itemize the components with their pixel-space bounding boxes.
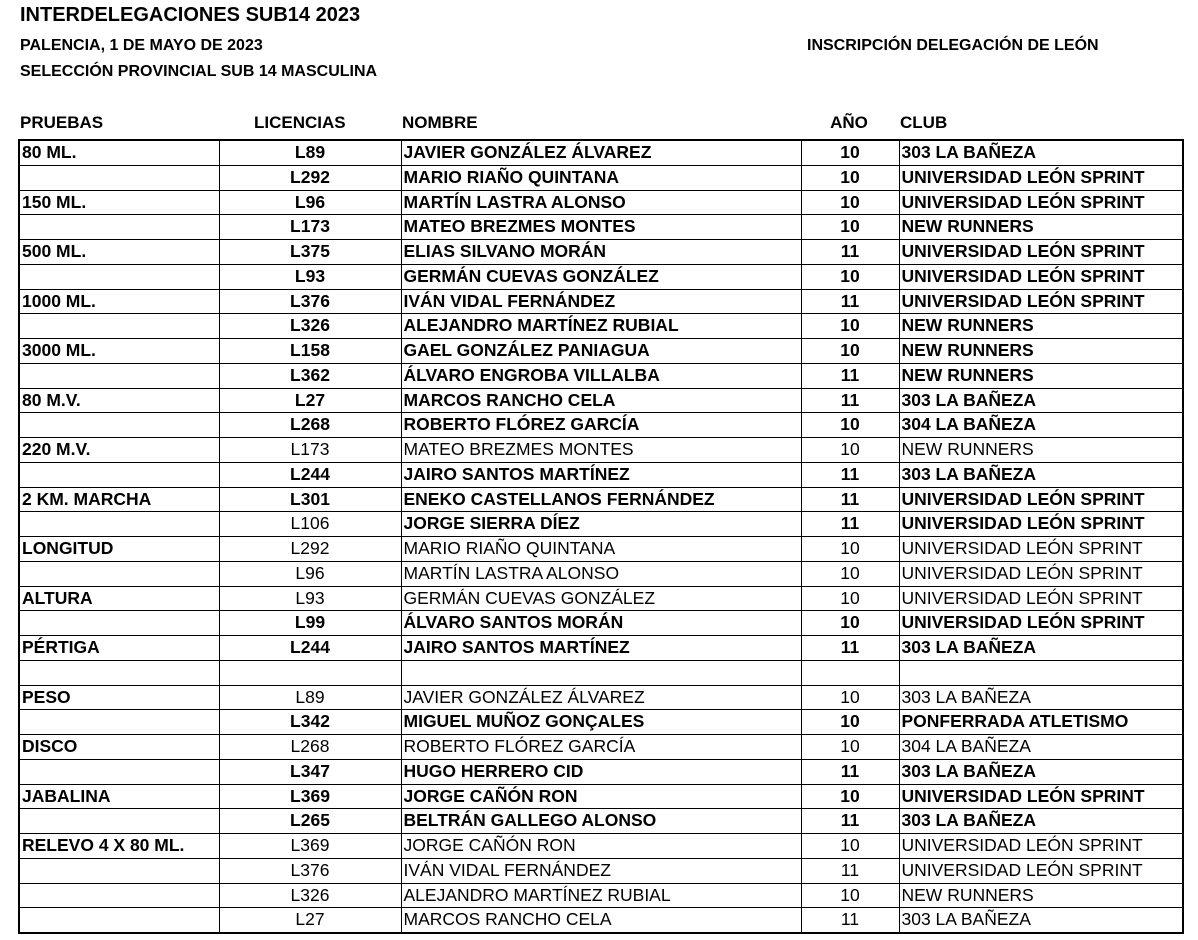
cell-nombre: JORGE SIERRA DÍEZ [401, 512, 801, 537]
cell-nombre: GERMÁN CUEVAS GONZÁLEZ [401, 264, 801, 289]
cell-ano: 11 [801, 388, 899, 413]
cell-prueba: RELEVO 4 X 80 ML. [19, 834, 219, 859]
cell-ano: 10 [801, 883, 899, 908]
cell-ano: 11 [801, 240, 899, 265]
cell-prueba: 80 M.V. [19, 388, 219, 413]
cell-prueba: PÉRTIGA [19, 636, 219, 661]
cell-club: UNIVERSIDAD LEÓN SPRINT [899, 487, 1183, 512]
cell-prueba [19, 908, 219, 933]
cell-prueba: 500 ML. [19, 240, 219, 265]
table-row [19, 462, 1183, 487]
cell-nombre: MATEO BREZMES MONTES [401, 215, 801, 240]
cell-club: UNIVERSIDAD LEÓN SPRINT [899, 611, 1183, 636]
cell-club: NEW RUNNERS [899, 314, 1183, 339]
table-row [19, 140, 1183, 165]
cell-licencia: L292 [219, 537, 401, 562]
table-row [19, 586, 1183, 611]
cell-prueba [19, 561, 219, 586]
cell-licencia: L89 [219, 140, 401, 165]
cell-nombre: ÁLVARO SANTOS MORÁN [401, 611, 801, 636]
table-row [19, 289, 1183, 314]
table-row [19, 784, 1183, 809]
cell-licencia: L27 [219, 908, 401, 933]
cell-nombre: JAIRO SANTOS MARTÍNEZ [401, 636, 801, 661]
cell-nombre: JAIRO SANTOS MARTÍNEZ [401, 462, 801, 487]
cell-licencia: L244 [219, 462, 401, 487]
cell-nombre: IVÁN VIDAL FERNÁNDEZ [401, 858, 801, 883]
cell-ano [801, 660, 899, 685]
cell-prueba [19, 809, 219, 834]
cell-nombre: MARTÍN LASTRA ALONSO [401, 190, 801, 215]
cell-licencia: L268 [219, 735, 401, 760]
cell-ano: 11 [801, 289, 899, 314]
cell-licencia: L173 [219, 438, 401, 463]
cell-licencia: L96 [219, 190, 401, 215]
table-row [19, 685, 1183, 710]
cell-licencia: L173 [219, 215, 401, 240]
table-row [19, 363, 1183, 388]
cell-licencia: L369 [219, 784, 401, 809]
cell-licencia: L376 [219, 289, 401, 314]
cell-licencia: L362 [219, 363, 401, 388]
cell-prueba [19, 660, 219, 685]
cell-prueba [19, 165, 219, 190]
cell-prueba [19, 215, 219, 240]
cell-prueba [19, 759, 219, 784]
cell-nombre: GAEL GONZÁLEZ PANIAGUA [401, 339, 801, 364]
cell-licencia: L106 [219, 512, 401, 537]
cell-club: NEW RUNNERS [899, 438, 1183, 463]
table-row [19, 858, 1183, 883]
cell-nombre: ELIAS SILVANO MORÁN [401, 240, 801, 265]
table-row [19, 883, 1183, 908]
cell-club: UNIVERSIDAD LEÓN SPRINT [899, 264, 1183, 289]
cell-ano: 11 [801, 462, 899, 487]
cell-club: UNIVERSIDAD LEÓN SPRINT [899, 512, 1183, 537]
table-row [19, 215, 1183, 240]
cell-club: UNIVERSIDAD LEÓN SPRINT [899, 586, 1183, 611]
cell-club: UNIVERSIDAD LEÓN SPRINT [899, 190, 1183, 215]
table-row [19, 240, 1183, 265]
cell-ano: 10 [801, 710, 899, 735]
cell-licencia: L326 [219, 314, 401, 339]
cell-licencia: L376 [219, 858, 401, 883]
cell-ano: 10 [801, 834, 899, 859]
table-row [19, 759, 1183, 784]
cell-prueba: 150 ML. [19, 190, 219, 215]
cell-prueba: 80 ML. [19, 140, 219, 165]
cell-prueba: DISCO [19, 735, 219, 760]
cell-nombre: MARTÍN LASTRA ALONSO [401, 561, 801, 586]
cell-ano: 10 [801, 784, 899, 809]
cell-licencia: L326 [219, 883, 401, 908]
registrations-table [18, 139, 1184, 934]
cell-prueba: 3000 ML. [19, 339, 219, 364]
cell-nombre: ÁLVARO ENGROBA VILLALBA [401, 363, 801, 388]
cell-licencia: L244 [219, 636, 401, 661]
cell-ano: 10 [801, 190, 899, 215]
cell-ano: 10 [801, 735, 899, 760]
table-row [19, 165, 1183, 190]
table-row [19, 190, 1183, 215]
cell-nombre: ALEJANDRO MARTÍNEZ RUBIAL [401, 883, 801, 908]
cell-licencia: L93 [219, 586, 401, 611]
cell-nombre: MARCOS RANCHO CELA [401, 388, 801, 413]
cell-club: UNIVERSIDAD LEÓN SPRINT [899, 858, 1183, 883]
cell-club: UNIVERSIDAD LEÓN SPRINT [899, 537, 1183, 562]
cell-ano: 10 [801, 685, 899, 710]
cell-nombre: MATEO BREZMES MONTES [401, 438, 801, 463]
cell-nombre: HUGO HERRERO CID [401, 759, 801, 784]
cell-club: 303 LA BAÑEZA [899, 388, 1183, 413]
col-header-licencias: LICENCIAS [254, 113, 346, 132]
cell-prueba [19, 264, 219, 289]
cell-ano: 11 [801, 759, 899, 784]
cell-prueba [19, 314, 219, 339]
cell-licencia: L375 [219, 240, 401, 265]
col-header-nombre: NOMBRE [402, 113, 478, 132]
cell-club: UNIVERSIDAD LEÓN SPRINT [899, 289, 1183, 314]
cell-ano: 10 [801, 537, 899, 562]
cell-club: UNIVERSIDAD LEÓN SPRINT [899, 834, 1183, 859]
cell-club: NEW RUNNERS [899, 215, 1183, 240]
cell-club: UNIVERSIDAD LEÓN SPRINT [899, 784, 1183, 809]
table-row [19, 636, 1183, 661]
table-row [19, 561, 1183, 586]
col-header-club: CLUB [900, 113, 948, 132]
cell-licencia: L342 [219, 710, 401, 735]
cell-prueba: JABALINA [19, 784, 219, 809]
cell-club: NEW RUNNERS [899, 363, 1183, 388]
table-row [19, 438, 1183, 463]
cell-club: 304 LA BAÑEZA [899, 735, 1183, 760]
cell-club: NEW RUNNERS [899, 883, 1183, 908]
cell-licencia: L99 [219, 611, 401, 636]
cell-licencia: L292 [219, 165, 401, 190]
cell-nombre: JORGE CAÑÓN RON [401, 834, 801, 859]
inscription-label: INSCRIPCIÓN DELEGACIÓN DE LEÓN [807, 37, 1099, 54]
cell-ano: 10 [801, 314, 899, 339]
col-header-pruebas: PRUEBAS [20, 113, 104, 132]
cell-nombre: IVÁN VIDAL FERNÁNDEZ [401, 289, 801, 314]
cell-club: 303 LA BAÑEZA [899, 462, 1183, 487]
cell-ano: 10 [801, 413, 899, 438]
cell-prueba: LONGITUD [19, 537, 219, 562]
cell-club: UNIVERSIDAD LEÓN SPRINT [899, 240, 1183, 265]
cell-club: 304 LA BAÑEZA [899, 413, 1183, 438]
cell-prueba [19, 611, 219, 636]
cell-nombre: JORGE CAÑÓN RON [401, 784, 801, 809]
table-row [19, 264, 1183, 289]
cell-ano: 10 [801, 438, 899, 463]
column-header-row [18, 112, 1182, 134]
table-row [19, 735, 1183, 760]
place-date: PALENCIA, 1 DE MAYO DE 2023 [20, 37, 263, 54]
cell-licencia: L93 [219, 264, 401, 289]
cell-club: 303 LA BAÑEZA [899, 908, 1183, 933]
cell-club [899, 660, 1183, 685]
cell-club: 303 LA BAÑEZA [899, 809, 1183, 834]
cell-ano: 11 [801, 363, 899, 388]
cell-nombre: ROBERTO FLÓREZ GARCÍA [401, 413, 801, 438]
table-row [19, 512, 1183, 537]
table-row [19, 710, 1183, 735]
cell-prueba [19, 710, 219, 735]
table-row [19, 487, 1183, 512]
cell-prueba: 2 KM. MARCHA [19, 487, 219, 512]
cell-club: UNIVERSIDAD LEÓN SPRINT [899, 165, 1183, 190]
table-row [19, 413, 1183, 438]
cell-licencia: L301 [219, 487, 401, 512]
cell-licencia: L27 [219, 388, 401, 413]
cell-licencia: L265 [219, 809, 401, 834]
cell-ano: 10 [801, 264, 899, 289]
cell-club: NEW RUNNERS [899, 339, 1183, 364]
cell-ano: 10 [801, 140, 899, 165]
cell-prueba [19, 363, 219, 388]
cell-nombre: MIGUEL MUÑOZ GONÇALES [401, 710, 801, 735]
cell-ano: 11 [801, 487, 899, 512]
cell-ano: 11 [801, 809, 899, 834]
cell-prueba [19, 858, 219, 883]
table-row [19, 388, 1183, 413]
cell-nombre: MARIO RIAÑO QUINTANA [401, 537, 801, 562]
table-row [19, 908, 1183, 933]
cell-prueba [19, 883, 219, 908]
cell-club: UNIVERSIDAD LEÓN SPRINT [899, 561, 1183, 586]
cell-ano: 10 [801, 339, 899, 364]
table-row [19, 314, 1183, 339]
cell-nombre: MARCOS RANCHO CELA [401, 908, 801, 933]
cell-ano: 11 [801, 858, 899, 883]
cell-ano: 10 [801, 561, 899, 586]
cell-licencia: L369 [219, 834, 401, 859]
cell-prueba: ALTURA [19, 586, 219, 611]
table-row [19, 537, 1183, 562]
cell-club: 303 LA BAÑEZA [899, 685, 1183, 710]
cell-prueba [19, 462, 219, 487]
table-row [19, 834, 1183, 859]
cell-ano: 10 [801, 215, 899, 240]
cell-nombre: GERMÁN CUEVAS GONZÁLEZ [401, 586, 801, 611]
cell-nombre: ALEJANDRO MARTÍNEZ RUBIAL [401, 314, 801, 339]
cell-licencia: L158 [219, 339, 401, 364]
cell-ano: 11 [801, 512, 899, 537]
cell-ano: 10 [801, 165, 899, 190]
cell-nombre: ENEKO CASTELLANOS FERNÁNDEZ [401, 487, 801, 512]
cell-club: 303 LA BAÑEZA [899, 759, 1183, 784]
cell-nombre: MARIO RIAÑO QUINTANA [401, 165, 801, 190]
document-title: INTERDELEGACIONES SUB14 2023 [20, 4, 361, 26]
cell-nombre: ROBERTO FLÓREZ GARCÍA [401, 735, 801, 760]
cell-club: PONFERRADA ATLETISMO [899, 710, 1183, 735]
cell-club: 303 LA BAÑEZA [899, 140, 1183, 165]
cell-ano: 10 [801, 611, 899, 636]
cell-licencia [219, 660, 401, 685]
cell-nombre: JAVIER GONZÁLEZ ÁLVAREZ [401, 685, 801, 710]
col-header-ano: AÑO [830, 113, 868, 132]
table-row [19, 660, 1183, 685]
cell-prueba [19, 413, 219, 438]
cell-licencia: L96 [219, 561, 401, 586]
cell-prueba [19, 512, 219, 537]
cell-nombre [401, 660, 801, 685]
cell-licencia: L89 [219, 685, 401, 710]
selection-subtitle: SELECCIÓN PROVINCIAL SUB 14 MASCULINA [20, 63, 378, 80]
cell-ano: 11 [801, 636, 899, 661]
cell-nombre: BELTRÁN GALLEGO ALONSO [401, 809, 801, 834]
cell-ano: 10 [801, 586, 899, 611]
cell-prueba: 1000 ML. [19, 289, 219, 314]
cell-nombre: JAVIER GONZÁLEZ ÁLVAREZ [401, 140, 801, 165]
cell-club: 303 LA BAÑEZA [899, 636, 1183, 661]
cell-prueba: 220 M.V. [19, 438, 219, 463]
table-row [19, 611, 1183, 636]
cell-ano: 11 [801, 908, 899, 933]
cell-licencia: L268 [219, 413, 401, 438]
cell-licencia: L347 [219, 759, 401, 784]
table-row [19, 339, 1183, 364]
table-row [19, 809, 1183, 834]
cell-prueba: PESO [19, 685, 219, 710]
